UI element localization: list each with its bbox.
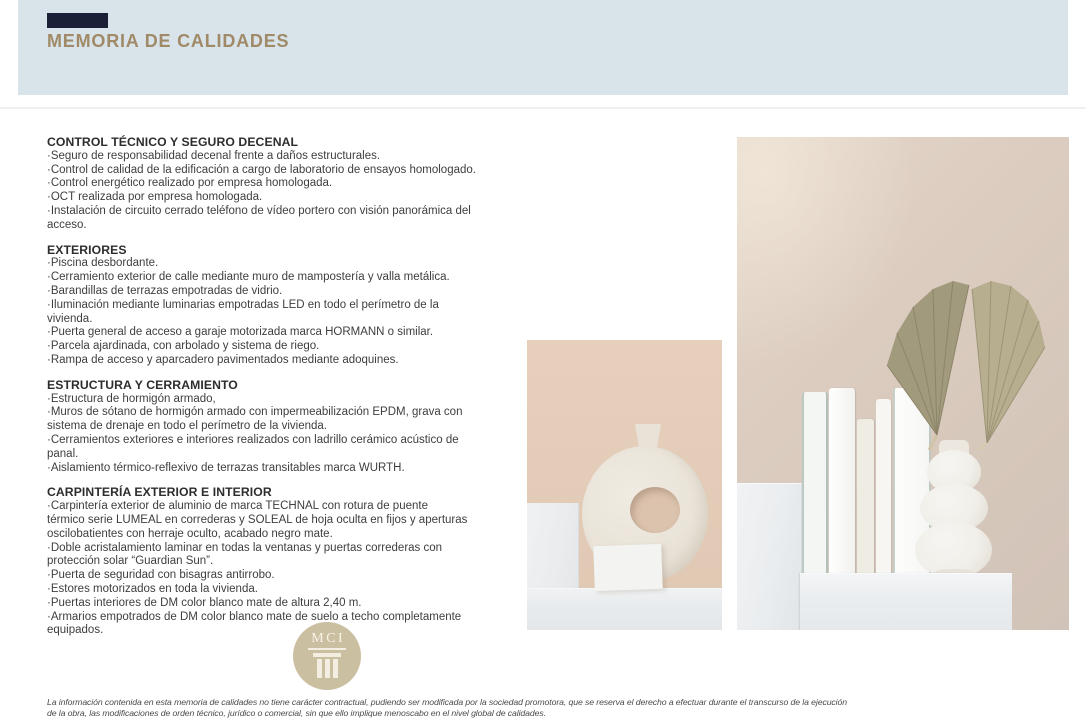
logo-monogram: MCI [311, 631, 346, 646]
spec-line: ·Carpintería exterior de aluminio de marca TECHNAL con rotura de puente [47, 500, 428, 513]
disclaimer-line: La información contenida en esta memoria de calidades no tiene carácter contractual, pudiendo ser modificada por la sociedad promotora, que se reserva el derecho a efectuar durante el transcurso de la ejecución [47, 697, 847, 707]
spec-line: ·Rampa de acceso y aparcadero pavimentados mediante adoquines. [47, 353, 399, 366]
section-heading: CARPINTERÍA EXTERIOR E INTERIOR [47, 485, 272, 500]
spec-line: panal. [47, 447, 79, 460]
spec-line: ·Aislamiento térmico-reflexivo de terrazas transitables marca WURTH. [47, 461, 405, 474]
section [47, 244, 527, 368]
dried-palm-leaves [877, 275, 1047, 450]
header-divider [0, 107, 1086, 109]
disclaimer-line: de la obra, las modificaciones de orden técnico, jurídico o comercial, sin que ello implique menoscabo en el nivel global de calidades. [47, 707, 546, 718]
section-heading: EXTERIORES [47, 242, 127, 257]
mci-logo [293, 622, 361, 690]
section-heading: CONTROL TÉCNICO Y SEGURO DECENAL [47, 135, 299, 149]
spec-line: sistema de drenaje en todo el perímetro de la vivienda. [47, 420, 327, 433]
spec-line: ·Control energético realizado por empresa homologada. [47, 177, 333, 190]
photo-donut-vase [527, 340, 722, 630]
spec-line: ·OCT realizada por empresa homologada. [47, 191, 263, 204]
spec-line: ·Doble acristalamiento laminar en todas la ventanas y puertas correderas con [47, 541, 443, 554]
section [47, 486, 527, 638]
spec-line: ·Instalación de circuito cerrado teléfono de vídeo portero con visión panorámica del [47, 204, 471, 217]
spec-line: ·Parcela ajardinada, con arbolado y sistema de riego. [47, 340, 320, 353]
spec-line: ·Armarios empotrados de DM color blanco mate de suelo a techo completamente [47, 610, 462, 623]
marble-pedestal [800, 573, 1012, 630]
brand-accent-bar [47, 13, 108, 28]
white-card [593, 544, 663, 591]
header-band [18, 0, 1068, 95]
spec-line: equipados. [47, 624, 104, 637]
section-heading: ESTRUCTURA Y CERRAMIENTO [47, 377, 238, 392]
spec-line: acceso. [47, 218, 87, 231]
spec-line: ·Iluminación mediante luminarias empotradas LED en todo el perímetro de la [47, 298, 439, 311]
spec-line: ·Cerramiento exterior de calle mediante muro de mampostería y valla metálica. [47, 271, 450, 284]
spec-line: vivienda. [47, 312, 93, 325]
sculptural-vase [915, 440, 992, 577]
logo-divider [308, 648, 346, 650]
sections [47, 136, 527, 649]
photo-books-vase [737, 137, 1069, 630]
section [47, 379, 527, 476]
section [47, 136, 527, 233]
marble-counter [527, 588, 722, 630]
spec-line: ·Piscina desbordante. [47, 257, 159, 270]
spec-line: ·Estructura de hormigón armado, [47, 392, 216, 405]
column-capital-icon [313, 653, 341, 657]
page-title: MEMORIA DE CALIDADES [47, 31, 290, 51]
spec-line: ·Muros de sótano de hormigón armado con impermeabilización EPDM, grava con [47, 406, 463, 419]
spec-line: ·Barandillas de terrazas empotradas de vidrio. [47, 284, 283, 297]
spec-line: oscilobatientes con herraje oculto, acabado negro mate. [47, 527, 333, 540]
spec-line: ·Puerta de seguridad con bisagras antirrobo. [47, 569, 275, 582]
marble-block [737, 483, 802, 630]
donut-vase-hole [630, 487, 680, 533]
spec-line: protección solar “Guardian Sun”. [47, 555, 214, 568]
book [857, 419, 874, 592]
spec-line: térmico serie LUMEAL en correderas y SOLEAL de hoja oculta en fijos y aperturas [47, 513, 468, 526]
column-icon [317, 659, 338, 678]
spec-line: ·Estores motorizados en toda la vivienda. [47, 582, 258, 595]
spec-line: ·Puertas interiores de DM color blanco mate de altura 2,40 m. [47, 596, 362, 609]
book [802, 392, 828, 592]
spec-line: ·Cerramientos exteriores e interiores realizados con ladrillo cerámico acústico de [47, 433, 459, 446]
legal-disclaimer [47, 697, 1057, 719]
spec-line: ·Puerta general de acceso a garaje motorizada marca HORMANN o similar. [47, 326, 434, 339]
book [829, 388, 855, 592]
spec-line: ·Seguro de responsabilidad decenal frente a daños estructurales. [47, 149, 381, 162]
spec-line: ·Control de calidad de la edificación a cargo de laboratorio de ensayos homologado. [47, 163, 476, 176]
